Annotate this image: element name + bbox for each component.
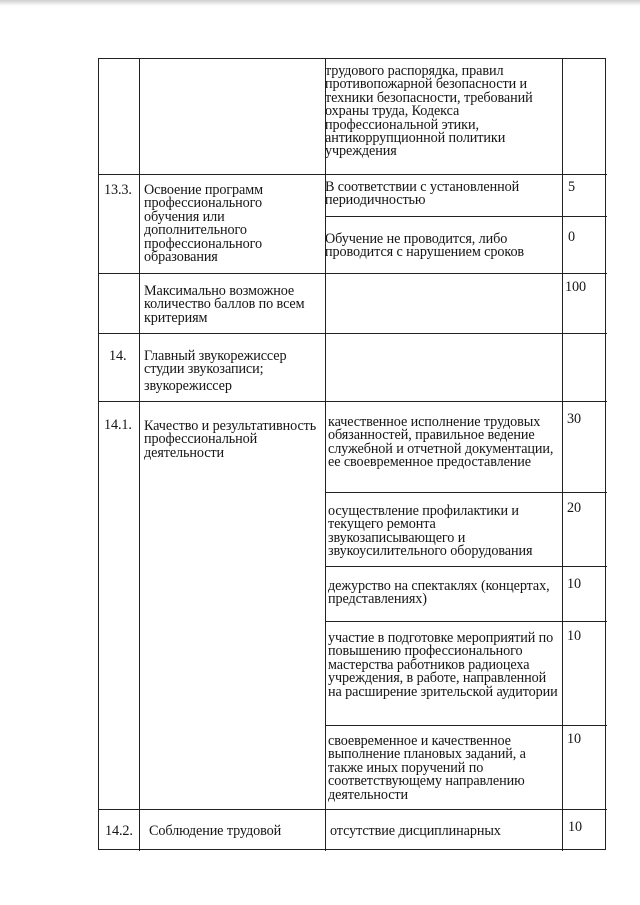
column-divider — [562, 59, 563, 851]
row-divider — [99, 401, 607, 402]
column-divider — [139, 59, 140, 851]
row-divider — [99, 333, 607, 334]
row-number: 13.3. — [104, 182, 132, 198]
scan-edge-shadow — [0, 0, 640, 6]
criterion-text: Максимально возможное количество баллов по всем критериям — [144, 283, 305, 326]
subrow-divider — [325, 216, 607, 217]
row-divider — [99, 174, 607, 175]
indicator-text: участие в подготовке мероприятий по повышению профессионального мастерства работников радиоцеха учреждения, в работе, направленной на расширение зрительской аудитории — [328, 630, 558, 700]
criterion-text: Качество и результативность профессиональной деятельности — [144, 418, 317, 461]
row-number: 14.1. — [104, 417, 132, 433]
score-value: 10 — [567, 628, 581, 644]
indicator-text: отсутствие дисциплинарных — [330, 823, 501, 839]
score-value: 10 — [567, 576, 581, 592]
score-value: 20 — [567, 500, 581, 516]
criterion-text: Главный звукорежиссер студии звукозаписи; — [144, 348, 287, 378]
column-divider — [325, 59, 326, 851]
criterion-text: Соблюдение трудовой — [149, 823, 282, 839]
score-value: 30 — [567, 411, 581, 427]
indicator-text: Обучение не проводится, либо проводится с нарушением сроков — [325, 231, 525, 261]
row-number: 14. — [109, 348, 127, 364]
subrow-divider — [325, 621, 607, 622]
score-value: 10 — [568, 819, 582, 835]
indicator-text: своевременное и качественное выполнение плановых заданий, а также иных поручений по соответствующему направлению деятельности — [328, 733, 526, 803]
row-divider — [99, 809, 607, 810]
row-number: 14.2. — [105, 823, 133, 839]
indicator-text: качественное исполнение трудовых обязанностей, правильное ведение служебной и отчетной документации, ее своевременное предоставление — [328, 414, 554, 471]
subrow-divider — [325, 492, 607, 493]
indicator-text: трудового распорядка, правил противопожарной безопасности и техники безопасности, требований охраны труда, Кодекса профессиональной этики, антикоррупционной политики учреждения — [325, 63, 533, 160]
subrow-divider — [325, 566, 607, 567]
indicator-text: осуществление профилактики и текущего ремонта звукозаписывающего и звукоусилительного оборудования — [328, 503, 533, 560]
indicator-text: дежурство на спектаклях (концертах, представлениях) — [328, 578, 550, 608]
score-value: 100 — [565, 279, 586, 295]
score-value: 5 — [568, 179, 575, 195]
criteria-table — [98, 58, 606, 850]
subrow-divider — [325, 725, 607, 726]
indicator-text: В соответствии с установленной периодичностью — [325, 179, 520, 209]
criterion-text: Освоение программ профессионального обучения или дополнительного профессионального образования — [144, 182, 263, 266]
score-value: 10 — [567, 731, 581, 747]
criterion-extra-text: звукорежиссер — [144, 378, 232, 394]
score-value: 0 — [568, 229, 575, 245]
row-divider — [99, 273, 607, 274]
